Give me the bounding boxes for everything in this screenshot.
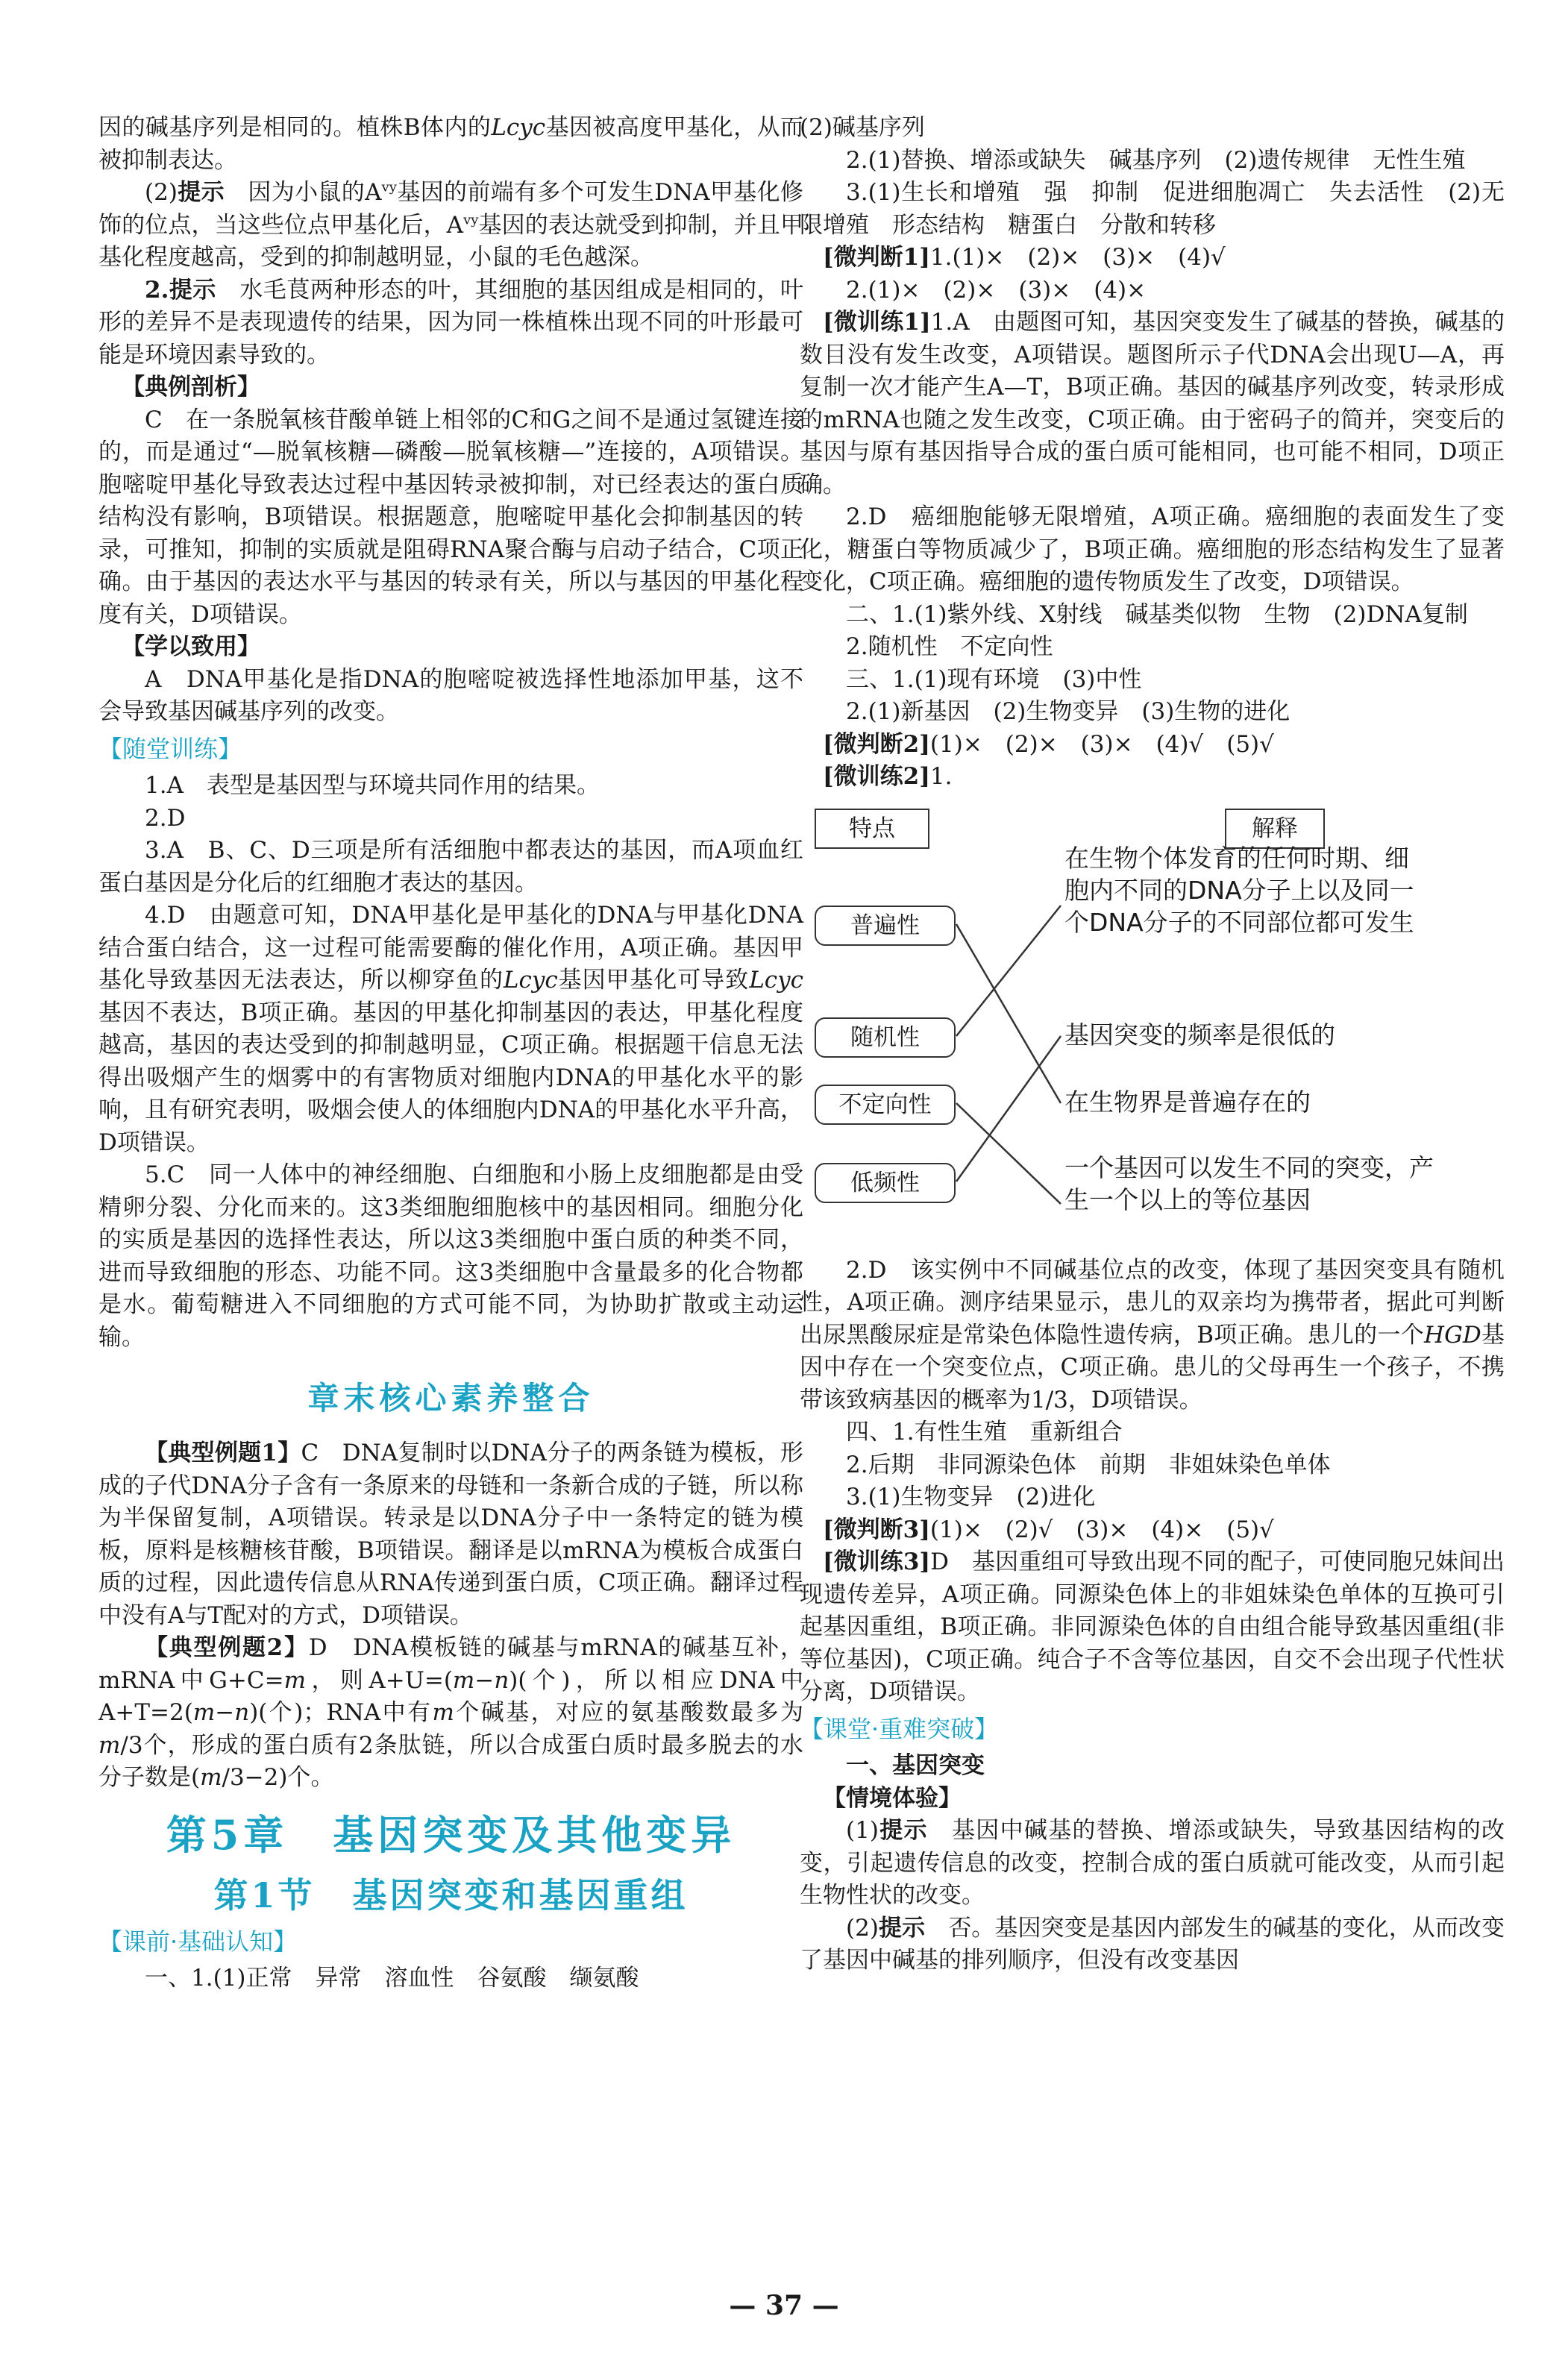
- paragraph: [98, 1437, 803, 1632]
- heading-typical-example: 【典例剖析】: [122, 374, 260, 401]
- var: m: [192, 1699, 216, 1726]
- section-title: 第1节 基因突变和基因重组: [213, 1874, 689, 1915]
- item-number: (2): [846, 1914, 879, 1942]
- gene-name: HGD: [1424, 1321, 1481, 1349]
- right-column: [800, 112, 1505, 1977]
- var: m: [98, 1731, 121, 1759]
- feature-box: 普遍性: [815, 906, 956, 946]
- hint-label: 提示: [169, 276, 216, 304]
- answer-item: [800, 729, 1505, 762]
- chapter-title: 第5章 基因突变及其他变异: [166, 1810, 736, 1859]
- answer-item: 3.(1)生物变异 (2)进化: [846, 1484, 1096, 1510]
- label: [微训练1]: [823, 309, 931, 336]
- answer-item: 三、1.(1)现有环境 (3)中性: [846, 665, 1142, 693]
- paragraph: [800, 1912, 1505, 1977]
- text: C DNA复制时以DNA分子的两条链为模板，形成的子代DNA分子含有一条原来的母链和一条新合成的子链，所以称为半保留复制，A项错误。转录是以DNA分子中一条特定的链为模板，原料是核糖核苷酸，B项错误。翻译是以mRNA为模板合成蛋白质的过程，因此遗传信息从RNA传递到蛋白质，C项正确。翻译过程中没有A与T配对的方式，D项错误。: [98, 1440, 803, 1629]
- answer-item: [800, 761, 1505, 794]
- label: [微判断3]: [823, 1516, 930, 1543]
- left-column: [98, 112, 803, 1995]
- explanation-text: 基因突变的频率是很低的: [1064, 1020, 1335, 1049]
- text: 基因的表达就受到抑制，并且甲基化程度越高，受到的抑制越明显，小鼠的毛色越深。: [98, 211, 803, 271]
- text: (1)× (2)√ (3)× (4)× (5)√: [929, 1516, 1274, 1543]
- subheading: 一、基因突变: [846, 1752, 985, 1779]
- label: [微训练3]: [823, 1548, 931, 1575]
- text: 因的碱基序列是相同的。植株B体内的: [98, 114, 492, 141]
- text: 基因不表达，B项正确。基因的甲基化抑制基因的表达，甲基化程度越高，基因的表达受到的抑制越明显，C项正确。根据题干信息无法得出吸烟产生的烟雾中的有害物质对细胞内DNA的甲基化水平的影响，且有研究表明，吸烟会使人的体细胞内DNA的甲基化水平升高，D项错误。: [98, 999, 803, 1156]
- answer-item: 2.(1)替换、增添或缺失 碱基序列 (2)遗传规律 无性生殖: [846, 146, 1466, 174]
- answer-item: 一、1.(1)正常 异常 溶血性 谷氨酸 缬氨酸: [145, 1965, 639, 1992]
- text: 基因中存在一个突变位点，C项正确。患儿的父母再生一个孩子，不携带该致病基因的概率为1/3，D项错误。: [800, 1321, 1505, 1413]
- text: (1)× (2)× (3)× (4)√ (5)√: [929, 730, 1274, 758]
- hint-label: 提示: [177, 179, 225, 206]
- example-label: 【典型例题2】: [145, 1634, 309, 1661]
- var: n: [494, 1666, 509, 1694]
- answer-item: 2.随机性 不定向性: [846, 633, 1053, 660]
- example-label: 【典型例题1】: [145, 1440, 301, 1466]
- superscript: vy: [463, 212, 479, 228]
- feature-box: 低频性: [815, 1163, 956, 1203]
- text: 1.: [929, 763, 953, 790]
- answer-item: [98, 900, 803, 1159]
- text: 因为小鼠的A: [248, 179, 382, 206]
- matching-diagram: [800, 801, 1505, 1249]
- paragraph: [800, 1815, 1505, 1912]
- text: 基因甲基化可导致: [557, 967, 750, 994]
- gene-name: Lcyc: [749, 967, 804, 994]
- answer-item: [800, 1514, 1505, 1547]
- text: D DNA模板链的碱基与mRNA的碱基互补，mRNA中G+C=: [98, 1634, 803, 1694]
- paragraph: [98, 177, 803, 274]
- text: 否。基因突变是基因内部发生的碱基的变化，从而改变了基因中碱基的排列顺序，但没有改变基因: [800, 1914, 1505, 1974]
- header-explanation: 解释: [1225, 809, 1325, 849]
- label: [微判断1]: [823, 244, 930, 271]
- var: m: [432, 1699, 454, 1726]
- text: 个碱基，对应的氨基酸数最多为: [454, 1699, 803, 1726]
- header-feature: 特点: [815, 809, 929, 849]
- text: 1.(1)× (2)× (3)× (4)√: [929, 244, 1226, 271]
- label: [微判断2]: [823, 730, 930, 758]
- text: /3−2)个。: [222, 1764, 334, 1791]
- text: )(个)；RNA中有: [249, 1699, 433, 1726]
- explanation-text: 在生物个体发育的任何时期、细胞内不同的DNA分子上以及同一个DNA分子的不同部位都可发生: [1064, 843, 1414, 937]
- answer-item: 3.A B、C、D三项是所有活细胞中都表达的基因，而A项血红蛋白基因是分化后的红细胞才表达的基因。: [98, 837, 803, 897]
- answer-item: [800, 307, 1505, 501]
- text: 基因被高度甲基化，从而被抑制表达。: [98, 114, 804, 174]
- hint-label: 提示: [878, 1817, 928, 1844]
- explanation-text: 一个基因可以发生不同的突变，产生一个以上的等位基因: [1064, 1152, 1434, 1214]
- answer-item: 2.后期 非同源染色体 前期 非姐妹染色单体: [846, 1451, 1331, 1478]
- paragraph: [98, 274, 803, 372]
- answer-item: 3.(1)生长和增殖 强 抑制 促进细胞凋亡 失去活性 (2)无限增殖 形态结构 糖蛋白 分散和转移: [800, 179, 1505, 239]
- item-number: (1): [846, 1817, 879, 1844]
- answer-item: (2)碱基序列: [800, 114, 925, 141]
- item-number: 2.: [145, 276, 169, 304]
- feature-box: 随机性: [815, 1017, 956, 1058]
- answer-item: 2.(1)× (2)× (3)× (4)×: [846, 276, 1147, 304]
- answer-item: 2.(1)新基因 (2)生物变异 (3)生物的进化: [846, 698, 1291, 725]
- heading-scenario: 【情境体验】: [823, 1784, 962, 1812]
- paragraph: [98, 1632, 803, 1795]
- gene-name: Lcyc: [491, 114, 546, 141]
- answer-item: 四、1.有性生殖 重新组合: [846, 1419, 1123, 1446]
- text: 4.D 由题意可知，DNA甲基化是甲基化的DNA与甲基化DNA结合蛋白结合，这一过程可能需要酶的催化作用，A项正确。基因甲基化导致基因无法表达，所以柳穿鱼的: [98, 902, 803, 994]
- answer-item: [800, 1255, 1505, 1417]
- var: m: [200, 1764, 222, 1791]
- section-heading-preclass: 【课前·基础认知】: [98, 1927, 298, 1956]
- explanation-text: 在生物界是普遍存在的: [1064, 1087, 1311, 1117]
- text: ，则A+U=(: [306, 1666, 453, 1694]
- connector-line: [956, 1036, 1061, 1182]
- text: )(个)，所以相应DNA中A+T=2(: [98, 1666, 803, 1726]
- answer-item: [800, 242, 1505, 274]
- page-number: — 37 —: [729, 2290, 839, 2321]
- paragraph: C 在一条脱氧核苷酸单链上相邻的C和G之间不是通过氢键连接的，而是通过“—脱氧核糖—磷酸—脱氧核糖—”连接的，A项错误。胞嘧啶甲基化导致表达过程中基因转录被抑制，对已经表达的蛋白质结构没有影响，B项错误。根据题意，胞嘧啶甲基化会抑制基因的转录，可推知，抑制的实质就是阻碍RNA聚合酶与启动子结合，C项正确。由于基因的表达水平与基因的转录有关，所以与基因的甲基化程度有关，D项错误。: [98, 406, 803, 628]
- item-number: (2): [145, 179, 178, 206]
- connector-line: [956, 906, 1061, 1036]
- chapter-summary-title: 章末核心素养整合: [307, 1380, 595, 1416]
- answer-item: [800, 1546, 1505, 1709]
- text: D 基因重组可导致出现不同的配子，可使同胞兄妹间出现遗传差异，A项正确。同源染色体上的非姐妹染色单体的互换可引起基因重组，B项正确。非同源染色体的自由组合能导致基因重组(非等位基因)，C项正确。纯合子不含等位基因，自交不会出现子代性状分离，D项错误。: [800, 1548, 1505, 1705]
- answer-item: 2.D 癌细胞能够无限增殖，A项正确。癌细胞的表面发生了变化，糖蛋白等物质减少了，B项正确。癌细胞的形态结构发生了显著变化，C项正确。癌细胞的遗传物质发生了改变，D项错误。: [800, 503, 1505, 595]
- answer-item: 5.C 同一人体中的神经细胞、白细胞和小肠上皮细胞都是由受精卵分裂、分化而来的。这3类细胞细胞核中的基因相同。细胞分化的实质是基因的选择性表达，所以这3类细胞中蛋白质的种类不同，进而导致细胞的形态、功能不同。这3类细胞中含量最多的化合物都是水。葡萄糖进入不同细胞的方式可能不同，为协助扩散或主动运输。: [98, 1161, 803, 1351]
- heading-apply: 【学以致用】: [122, 633, 260, 660]
- hint-label: 提示: [878, 1914, 926, 1942]
- text: /3个，形成的蛋白质有2条肽链，所以合成蛋白质时最多脱去的水分子数是(: [98, 1731, 803, 1791]
- section-heading-inclass: 【课堂·重难突破】: [800, 1714, 999, 1743]
- answer-item: 二、1.(1)紫外线、X射线 碱基类似物 生物 (2)DNA复制: [846, 600, 1468, 628]
- text: −: [215, 1699, 235, 1726]
- paragraph: [98, 112, 803, 177]
- answer-item: 2.D: [145, 804, 186, 832]
- connector-line: [956, 1103, 1061, 1204]
- text: 水毛茛两种形态的叶，其细胞的基因组成是相同的，叶形的差异不是表现遗传的结果，因为同一株植株出现不同的叶形最可能是环境因素导致的。: [98, 276, 804, 368]
- var: n: [234, 1699, 250, 1726]
- section-heading-practice: 【随堂训练】: [98, 734, 242, 763]
- gene-name: Lcyc: [503, 967, 558, 994]
- paragraph: A DNA甲基化是指DNA的胞嘧啶被选择性地添加甲基，这不会导致基因碱基序列的改变。: [98, 665, 803, 725]
- text: 1.A 由题图可知，基因突变发生了碱基的替换，碱基的数目没有发生改变，A项错误。题图所示子代DNA会出现U—A，再复制一次才能产生A—T，B项正确。基因的碱基序列改变，转录形成的mRNA也随之发生改变，C项正确。由于密码子的简并，突变后的基因与原有基因指导合成的蛋白质可能相同，也可能不相同，D项正确。: [800, 309, 1505, 498]
- var: m: [283, 1666, 306, 1694]
- var: m: [452, 1666, 475, 1694]
- feature-box: 不定向性: [815, 1085, 956, 1125]
- text: −: [474, 1666, 495, 1694]
- label: [微训练2]: [823, 763, 930, 790]
- text: 基因中碱基的替换、增添或缺失，导致基因结构的改变，引起遗传信息的改变，控制合成的蛋白质就可能改变，从而引起生物性状的改变。: [800, 1817, 1505, 1909]
- text: 2.D 该实例中不同碱基位点的改变，体现了基因突变具有随机性，A项正确。测序结果显示，患儿的双亲均为携带者，据此可判断出尿黑酸尿症是常染色体隐性遗传病，B项正确。患儿的一个: [800, 1256, 1505, 1349]
- text: 基因的前端有多个可发生DNA甲基化修饰的位点，当这些位点甲基化后，A: [98, 179, 803, 239]
- superscript: vy: [381, 179, 397, 195]
- connector-line: [956, 924, 1061, 1103]
- answer-item: 1.A 表型是基因型与环境共同作用的结果。: [145, 772, 600, 799]
